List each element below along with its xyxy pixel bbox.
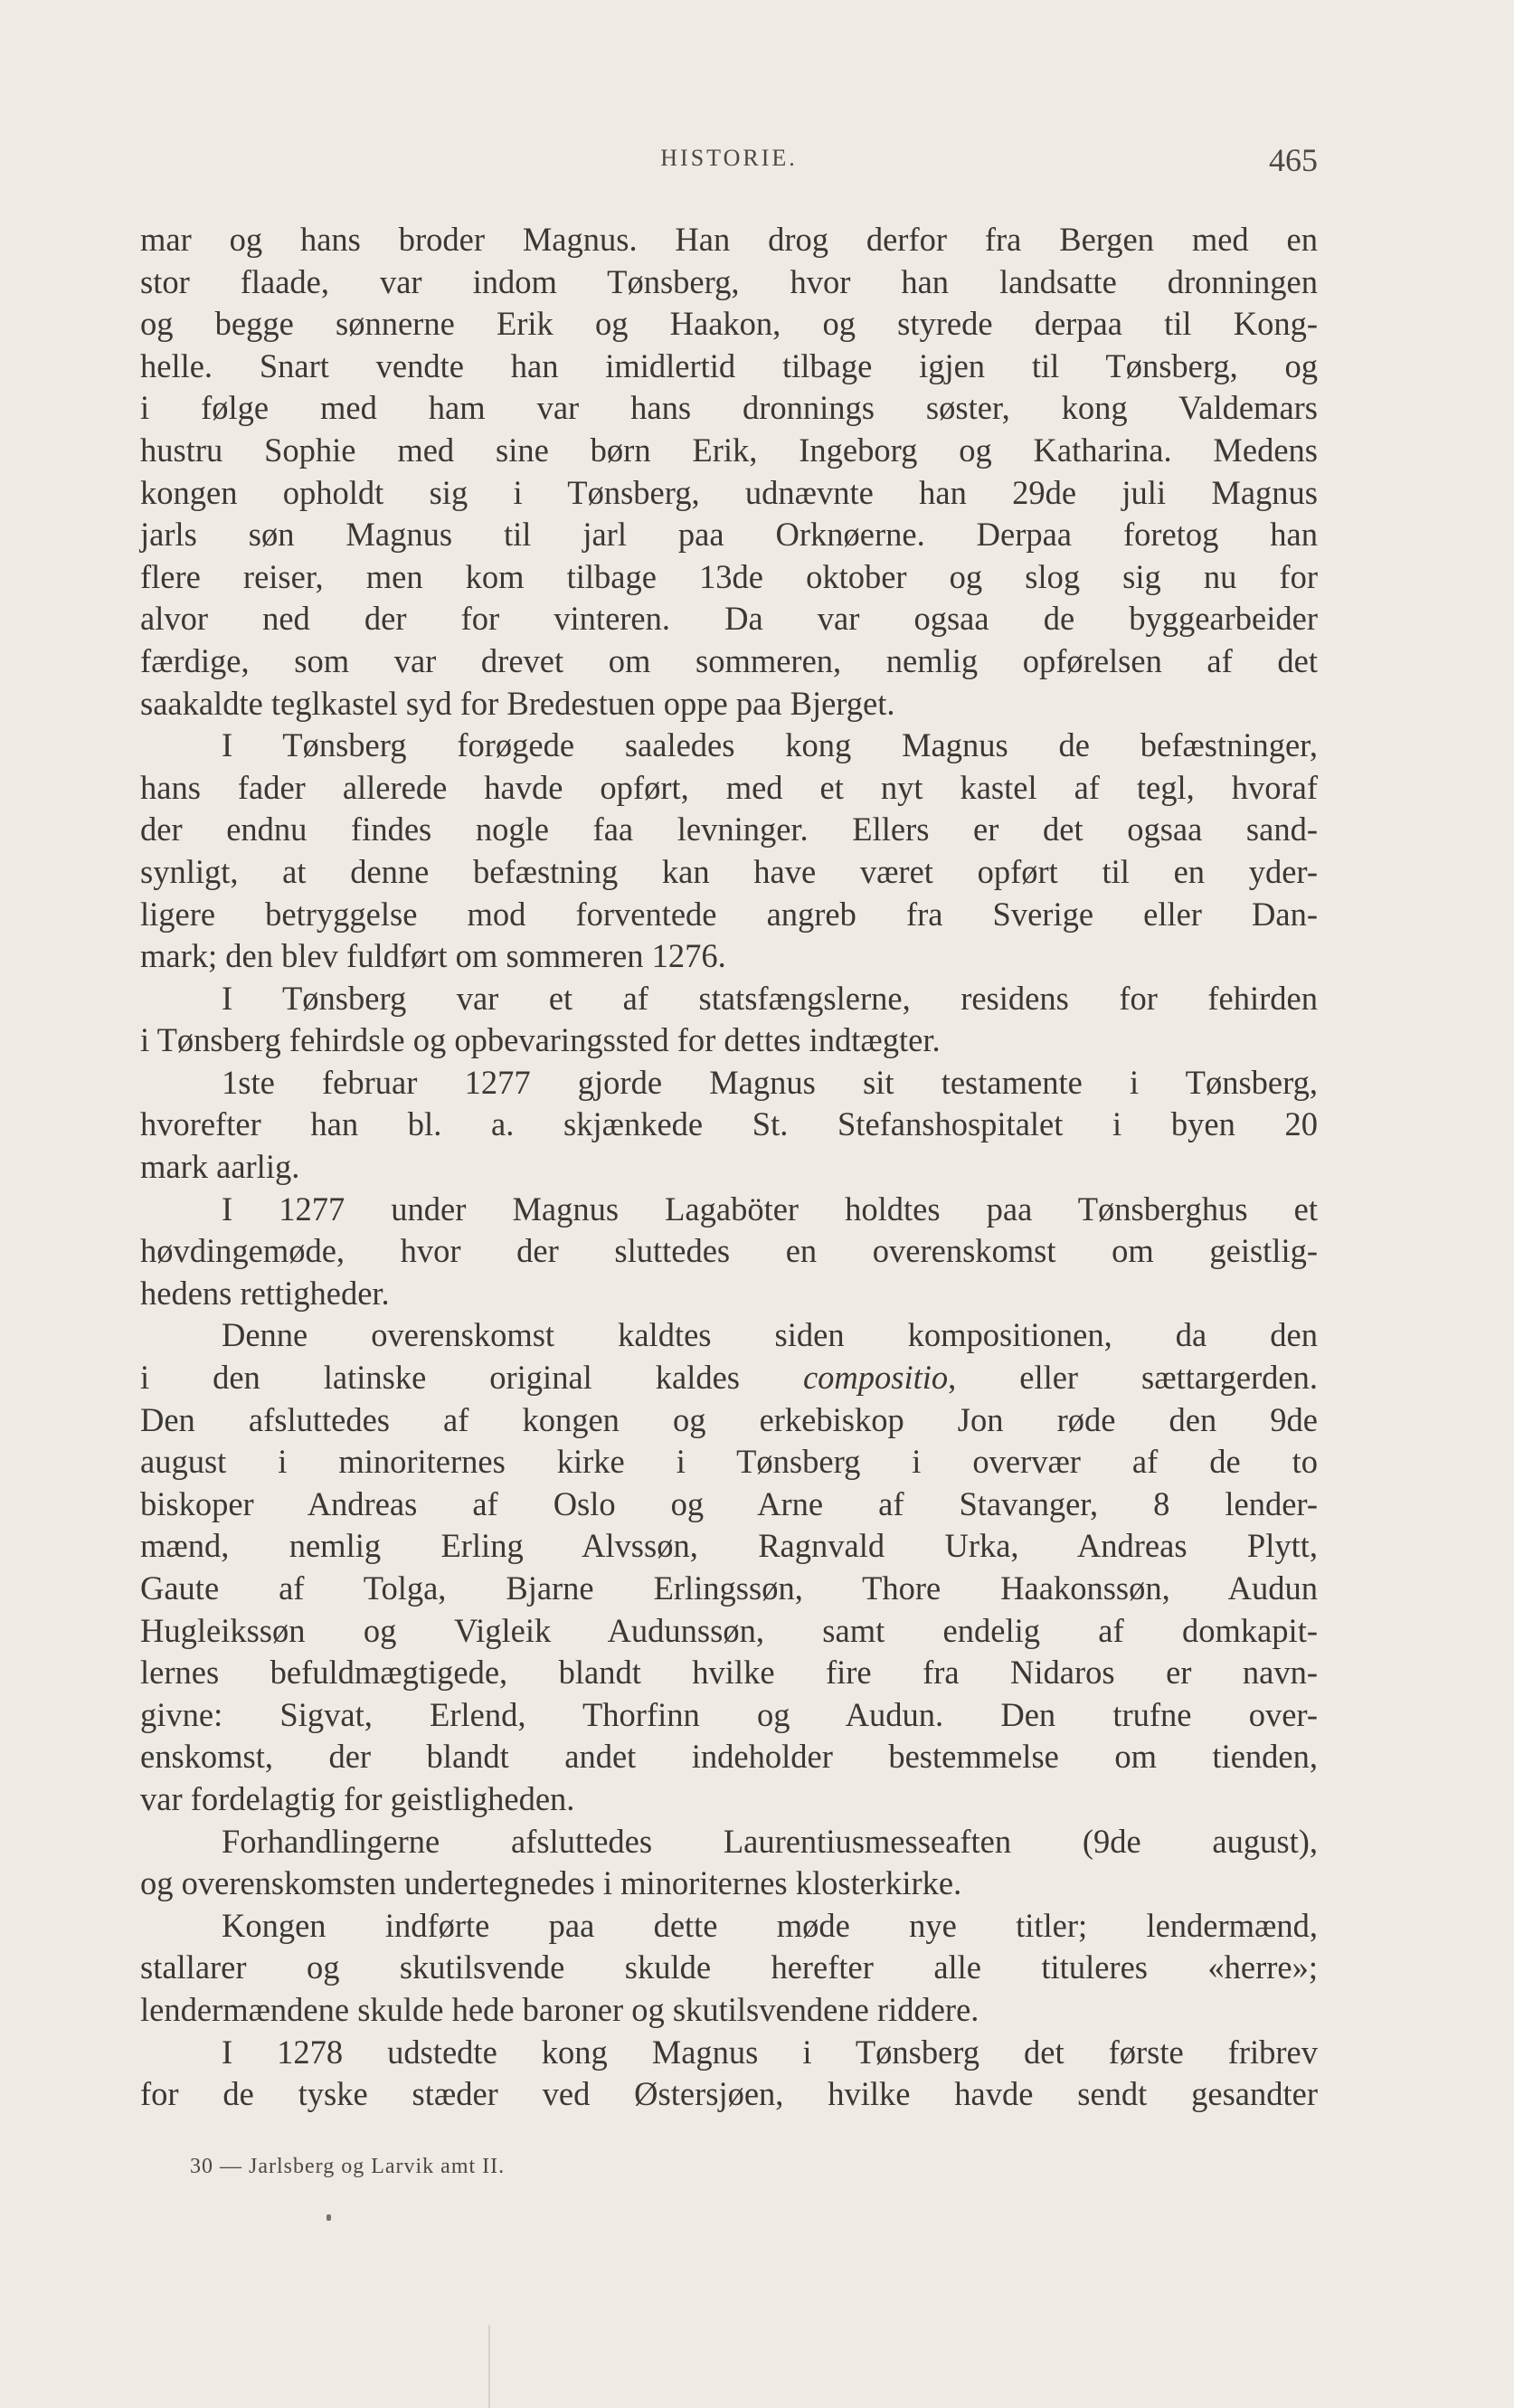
text-line: færdige, som var drevet om sommeren, nemlig opførelsen af det <box>140 641 1318 679</box>
text-line: hedens rettigheder. <box>140 1274 390 1312</box>
text-line: august i minoriternes kirke i Tønsberg i overvær af de to <box>140 1443 1318 1481</box>
text-line: hvorefter han bl. a. skjænkede St. Stefanshospitalet i byen 20 <box>140 1105 1318 1143</box>
text-line: og overenskomsten undertegnedes i minoriternes klosterkirke. <box>140 1864 962 1902</box>
text-line: høvdingemøde, hvor der sluttedes en overenskomst om geistlig- <box>140 1232 1318 1270</box>
paper-speck <box>326 2214 331 2221</box>
text-line: Denne overenskomst kaldtes siden kompositionen, da den <box>222 1316 1318 1354</box>
page-fold-mark <box>488 2325 490 2408</box>
text-line: mænd, nemlig Erling Alvssøn, Ragnvald Urka, Andreas Plytt, <box>140 1527 1318 1565</box>
text-line: i følge med ham var hans dronnings søster, kong Valdemars <box>140 389 1318 427</box>
text-line: og begge sønnerne Erik og Haakon, og styrede derpaa til Kong- <box>140 305 1318 343</box>
text-line: 1ste februar 1277 gjorde Magnus sit testamente i Tønsberg, <box>222 1063 1318 1101</box>
text-line: I Tønsberg var et af statsfængslerne, residens for fehirden <box>222 979 1318 1017</box>
running-header <box>140 142 1318 181</box>
page-number: 465 <box>1269 142 1318 178</box>
text-line: var fordelagtig for geistligheden. <box>140 1779 575 1817</box>
text-line: mark; den blev fuldført om sommeren 1276. <box>140 937 726 975</box>
text-line: kongen opholdt sig i Tønsberg, udnævnte han 29de juli Magnus <box>140 473 1318 511</box>
text-line: jarls søn Magnus til jarl paa Orknøerne. Derpaa foretog han <box>140 516 1318 554</box>
text-line: hans fader allerede havde opført, med et nyt kastel af tegl, hvoraf <box>140 768 1318 806</box>
text-line: I 1277 under Magnus Lagaböter holdtes paa Tønsberghus et <box>222 1190 1318 1228</box>
text-line: stallarer og skutilsvende skulde herefter alle tituleres «herre»; <box>140 1948 1318 1986</box>
text-line: biskoper Andreas af Oslo og Arne af Stavanger, 8 lender- <box>140 1484 1318 1522</box>
text-line: hustru Sophie med sine børn Erik, Ingeborg og Katharina. Medens <box>140 431 1318 469</box>
text-line: I Tønsberg forøgede saaledes kong Magnus de befæstninger, <box>222 726 1318 764</box>
text-line: helle. Snart vendte han imidlertid tilbage igjen til Tønsberg, og <box>140 346 1318 384</box>
text-line: I 1278 udstedte kong Magnus i Tønsberg det første fribrev <box>222 2033 1318 2071</box>
text-line: Forhandlingerne afsluttedes Laurentiusmesseaften (9de august), <box>222 1822 1318 1860</box>
text-line: Kongen indførte paa dette møde nye titler; lendermænd, <box>222 1906 1318 1944</box>
text-line: i den latinske original kaldes compositio, eller sættargerden. <box>140 1359 1319 1397</box>
text-line: synligt, at denne befæstning kan have været opført til en yder- <box>140 852 1318 890</box>
running-title: HISTORIE. <box>660 145 798 171</box>
text-line: flere reiser, men kom tilbage 13de oktober og slog sig nu for <box>140 557 1318 595</box>
printer-signature: 30 — Jarlsberg og Larvik amt II. <box>190 2155 506 2178</box>
text-line: Hugleikssøn og Vigleik Audunssøn, samt endelig af domkapit- <box>140 1611 1318 1649</box>
text-line: Den afsluttedes af kongen og erkebiskop Jon røde den 9de <box>140 1400 1318 1438</box>
text-line: ligere betryggelse mod forventede angreb fra Sverige eller Dan- <box>140 895 1318 933</box>
text-line: mark aarlig. <box>140 1148 300 1186</box>
text-line: mar og hans broder Magnus. Han drog derfor fra Bergen med en <box>140 221 1318 258</box>
text-line: givne: Sigvat, Erlend, Thorfinn og Audun. Den trufne over- <box>140 1695 1318 1733</box>
text-line: der endnu findes nogle faa levninger. Ellers er det ogsaa sand- <box>140 811 1318 848</box>
text-line: saakaldte teglkastel syd for Bredestuen oppe paa Bjerget. <box>140 684 895 722</box>
text-line: Gaute af Tolga, Bjarne Erlingssøn, Thore Haakonssøn, Audun <box>140 1569 1318 1607</box>
text-line: stor flaade, var indom Tønsberg, hvor han landsatte dronningen <box>140 262 1318 300</box>
text-line: for de tyske stæder ved Østersjøen, hvilke havde sendt gesandter <box>140 2075 1318 2113</box>
text-line: enskomst, der blandt andet indeholder bestemmelse om tienden, <box>140 1738 1318 1776</box>
text-line: i Tønsberg fehirdsle og opbevaringssted for dettes indtægter. <box>140 1021 941 1059</box>
text-line: lernes befuldmægtigede, blandt hvilke fire fra Nidaros er navn- <box>140 1654 1318 1692</box>
text-line: alvor ned der for vinteren. Da var ogsaa de byggearbeider <box>140 600 1318 638</box>
body-text <box>140 219 1318 2116</box>
text-line: lendermændene skulde hede baroner og skutilsvendene riddere. <box>140 1990 979 2028</box>
